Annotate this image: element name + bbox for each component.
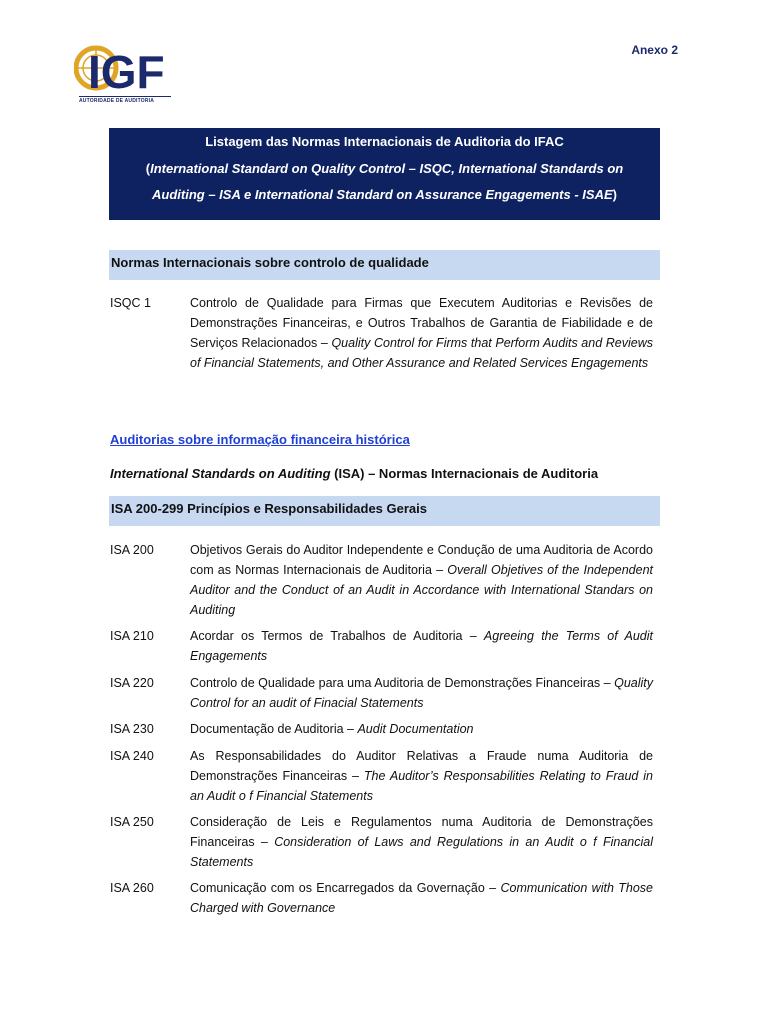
igf-logo: [74, 42, 174, 104]
annex-label: Anexo 2: [631, 43, 678, 57]
entry-description: Consideração de Leis e Regulamentos numa Auditoria de Demonstrações Financeiras – Consideration of Laws and Regulations in an Audit o f Financial Statements: [190, 815, 653, 869]
title-banner: [109, 128, 660, 220]
entry-description: Controlo de Qualidade para uma Auditoria de Demonstrações Financeiras – Quality Control for an audit of Finacial Statements: [190, 676, 653, 710]
banner-subtitle-italic: International Standard on Quality Control – ISQC, International Standards on Auditing – ISA e International Standard on Assurance Engagements - ISAE: [150, 161, 624, 202]
banner-title: Listagem das Normas Internacionais de Auditoria do IFAC: [205, 134, 564, 149]
banner-paren-close: ): [612, 187, 617, 202]
entry-code: ISA 230: [110, 722, 154, 736]
banner-paren-open: (: [145, 161, 151, 176]
entry-code: ISA 220: [110, 676, 154, 690]
entry-description: Controlo de Qualidade para Firmas que Executem Auditorias e Revisões de Demonstrações Financeiras, e Outros Trabalhos de Garantia de Fiabilidade e de Serviços Relacionados – Quality Control for Firms that Perform Audits and Reviews of Financial Statements, and Other Assurance and Related Services Engagements: [190, 296, 653, 370]
entry-description: Objetivos Gerais do Auditor Independente e Condução de uma Auditoria de Acordo com as Normas Internacionais de Auditoria – Overall Objetives of the Independent Auditor and the Conduct of an Audit in Accordance with International Standars on Auditing: [190, 543, 654, 617]
banner-subtitle: [109, 156, 660, 208]
entry-code: ISA 210: [110, 629, 154, 643]
entry-description: Comunicação com os Encarregados da Governação – Communication with Those Charged with Governance: [190, 881, 653, 915]
isa-title-italic: International Standards on Auditing: [110, 466, 331, 481]
entry-code: ISA 240: [110, 749, 154, 763]
logo-text: IGF: [88, 46, 165, 98]
historical-info-link[interactable]: Auditorias sobre informação financeira histórica: [110, 432, 410, 447]
entry-description: As Responsabilidades do Auditor Relativas a Fraude numa Auditoria de Demonstrações Financeiras – The Auditor’s Responsabilities Relating to Fraud in an Audit o f Financial Statements: [190, 749, 653, 803]
entry-code: ISA 200: [110, 543, 154, 557]
isa-title-rest: (ISA) – Normas Internacionais de Auditoria: [330, 466, 599, 481]
entry-code: ISA 250: [110, 815, 154, 829]
section-heading-isa200: ISA 200-299 Princípios e Responsabilidades Gerais: [109, 496, 660, 526]
section-heading-quality: Normas Internacionais sobre controlo de qualidade: [109, 250, 660, 280]
entry-description: Acordar os Termos de Trabalhos de Auditoria – Agreeing the Terms of Audit Engagements: [190, 629, 653, 663]
logo-subtitle: AUTORIDADE DE AUDITORIA: [79, 96, 171, 104]
entry-code: ISA 260: [110, 881, 154, 895]
isa-title: [110, 466, 598, 481]
entry-code: ISQC 1: [110, 296, 151, 310]
entry-description: Documentação de Auditoria – Audit Documentation: [190, 722, 474, 736]
